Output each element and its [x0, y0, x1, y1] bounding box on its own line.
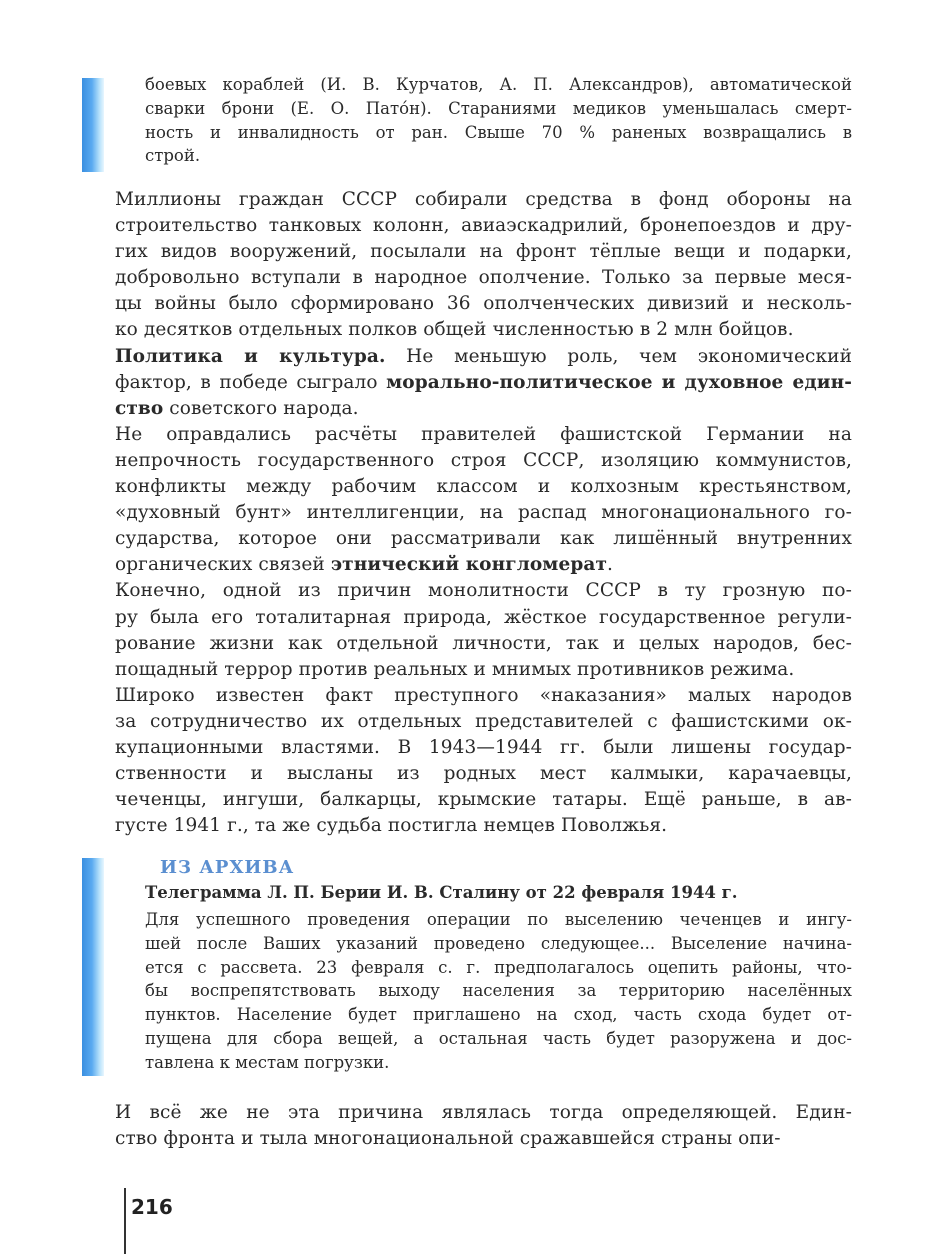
- text-line: [115, 213, 852, 239]
- bold-term: ство: [115, 397, 164, 419]
- text-segment: «духовный бунт» интеллигенции, на распад многонационального го-: [115, 502, 852, 524]
- text-segment: гих видов вооружений, посылали на фронт тёплые вещи и подарки,: [115, 241, 852, 263]
- text-line: [145, 121, 852, 145]
- text-segment: сударства, которое они рассматривали как лишённый внутренних: [115, 528, 852, 550]
- text-segment: .: [607, 554, 613, 576]
- text-line: [115, 500, 852, 526]
- text-segment: бы воспрепятствовать выходу населения за территорию населённых: [145, 981, 852, 1001]
- text-segment: за сотрудничество их отдельных представителей с фашистскими ок-: [115, 710, 852, 732]
- bold-term: Политика и культура.: [115, 345, 386, 367]
- archive-heading: ИЗ АРХИВА: [160, 857, 295, 878]
- text-line: [145, 97, 852, 121]
- sidebar-accent-bar: [82, 78, 104, 172]
- text-segment: Не меньшую роль, чем экономический: [385, 345, 853, 367]
- text-segment: ется с рассвета. 23 февраля с. г. предполагалось оцепить районы, что-: [145, 957, 852, 977]
- text-line: [145, 1027, 852, 1051]
- text-segment: добровольно вступали в народное ополчение. Только за первые меся-: [115, 267, 852, 289]
- text-segment: Для успешного проведения операции по выселению чеченцев и ингу-: [145, 910, 852, 929]
- text-line: [115, 239, 852, 265]
- text-segment: ко десятков отдельных полков общей численностью в 2 млн бойцов.: [115, 319, 794, 341]
- text-line: [145, 1051, 852, 1075]
- text-segment: непрочность государственного строя СССР, изоляцию коммунистов,: [115, 449, 852, 471]
- text-line: [115, 683, 852, 709]
- text-segment: фактор, в победе сыграло: [115, 371, 387, 393]
- page-number: 216: [131, 1195, 173, 1219]
- text-line: [115, 552, 852, 578]
- text-segment: ру была его тоталитарная природа, жёсткое государственное регули-: [115, 606, 852, 628]
- text-segment: чеченцы, ингуши, балкарцы, крымские татары. Ещё раньше, в ав-: [115, 789, 852, 811]
- text-line: [115, 787, 852, 813]
- text-segment: Широко известен факт преступного «наказания» малых народов: [115, 684, 852, 706]
- text-segment: пощадный террор против реальных и мнимых противников режима.: [115, 658, 795, 680]
- text-line: [115, 265, 852, 291]
- text-segment: тавлена к местам погрузки.: [145, 1052, 390, 1072]
- text-segment: ность и инвалидность от ран. Свыше 70 % раненых возвращались в: [145, 122, 852, 142]
- closing-paragraph: [115, 1100, 852, 1152]
- archive-document-title: Телеграмма Л. П. Берии И. В. Сталину от 22 февраля 1944 г.: [145, 883, 738, 902]
- text-segment: боевых кораблей (И. В. Курчатов, А. П. Александров), автоматической: [145, 75, 852, 94]
- text-segment: советского народа.: [163, 397, 359, 419]
- text-segment: густе 1941 г., та же судьба постигла немцев Поволжья.: [115, 815, 668, 837]
- text-segment: И всё же не эта причина являлась тогда определяющей. Един-: [115, 1102, 852, 1123]
- text-segment: ственности и высланы из родных мест калмыки, карачаевцы,: [115, 763, 852, 785]
- text-segment: Не оправдались расчёты правителей фашистской Германии на: [115, 423, 852, 445]
- text-line: [115, 709, 852, 735]
- bold-term: морально-политическое и духовное един-: [386, 371, 853, 393]
- text-line: [145, 932, 852, 956]
- text-line: [115, 657, 852, 683]
- text-line: [115, 344, 852, 370]
- text-line: [145, 908, 852, 932]
- text-line: [115, 396, 852, 422]
- text-segment: органических связей: [115, 554, 331, 576]
- text-segment: пущена для сбора вещей, а остальная часть будет разоружена и дос-: [145, 1028, 852, 1048]
- text-line: [115, 813, 852, 839]
- sidebar-note-text: [145, 73, 852, 168]
- text-segment: Миллионы граждан СССР собирали средства в фонд обороны на: [115, 189, 852, 210]
- bold-term: этнический конгломерат: [330, 554, 608, 576]
- text-line: [115, 474, 852, 500]
- text-segment: строительство танковых колонн, авиаэскадрилий, бронепоездов и дру-: [115, 215, 852, 237]
- text-segment: купационными властями. В 1943—1944 гг. были лишены государ-: [115, 736, 852, 758]
- text-line: [115, 291, 852, 317]
- text-segment: рование жизни как отдельной личности, так и целых народов, бес-: [115, 632, 852, 654]
- text-line: [115, 1100, 852, 1126]
- text-line: [115, 761, 852, 787]
- text-line: [115, 187, 852, 213]
- text-line: [115, 605, 852, 631]
- text-line: [115, 448, 852, 474]
- main-text: [115, 187, 852, 839]
- text-line: [115, 735, 852, 761]
- text-segment: конфликты между рабочим классом и колхозным крестьянством,: [115, 476, 852, 498]
- text-line: [115, 631, 852, 657]
- text-line: [115, 526, 852, 552]
- text-segment: цы войны было сформировано 36 ополченческих дивизий и несколь-: [115, 293, 852, 315]
- text-line: [145, 1003, 852, 1027]
- text-line: [115, 422, 852, 448]
- text-segment: пунктов. Население будет приглашено на сход, часть схода будет от-: [145, 1005, 852, 1025]
- text-line: [145, 979, 852, 1003]
- text-line: [115, 370, 852, 396]
- page-number-rule: [124, 1188, 126, 1254]
- text-line: [115, 578, 852, 604]
- text-segment: ство фронта и тыла многонациональной сражавшейся страны опи-: [115, 1128, 781, 1150]
- text-line: [115, 317, 852, 343]
- text-line: [145, 73, 852, 97]
- text-segment: строй.: [145, 146, 201, 166]
- archive-quote-text: [145, 908, 852, 1075]
- text-line: [115, 1126, 852, 1152]
- text-line: [145, 144, 852, 168]
- text-segment: Конечно, одной из причин монолитности СССР в ту грозную по-: [115, 580, 852, 602]
- text-line: [145, 956, 852, 980]
- archive-accent-bar: [82, 858, 104, 1076]
- text-segment: сварки брони (Е. О. Пато́н). Стараниями медиков уменьшалась смерт-: [145, 98, 852, 118]
- text-segment: шей после Ваших указаний проведено следующее... Выселение начина-: [145, 933, 852, 953]
